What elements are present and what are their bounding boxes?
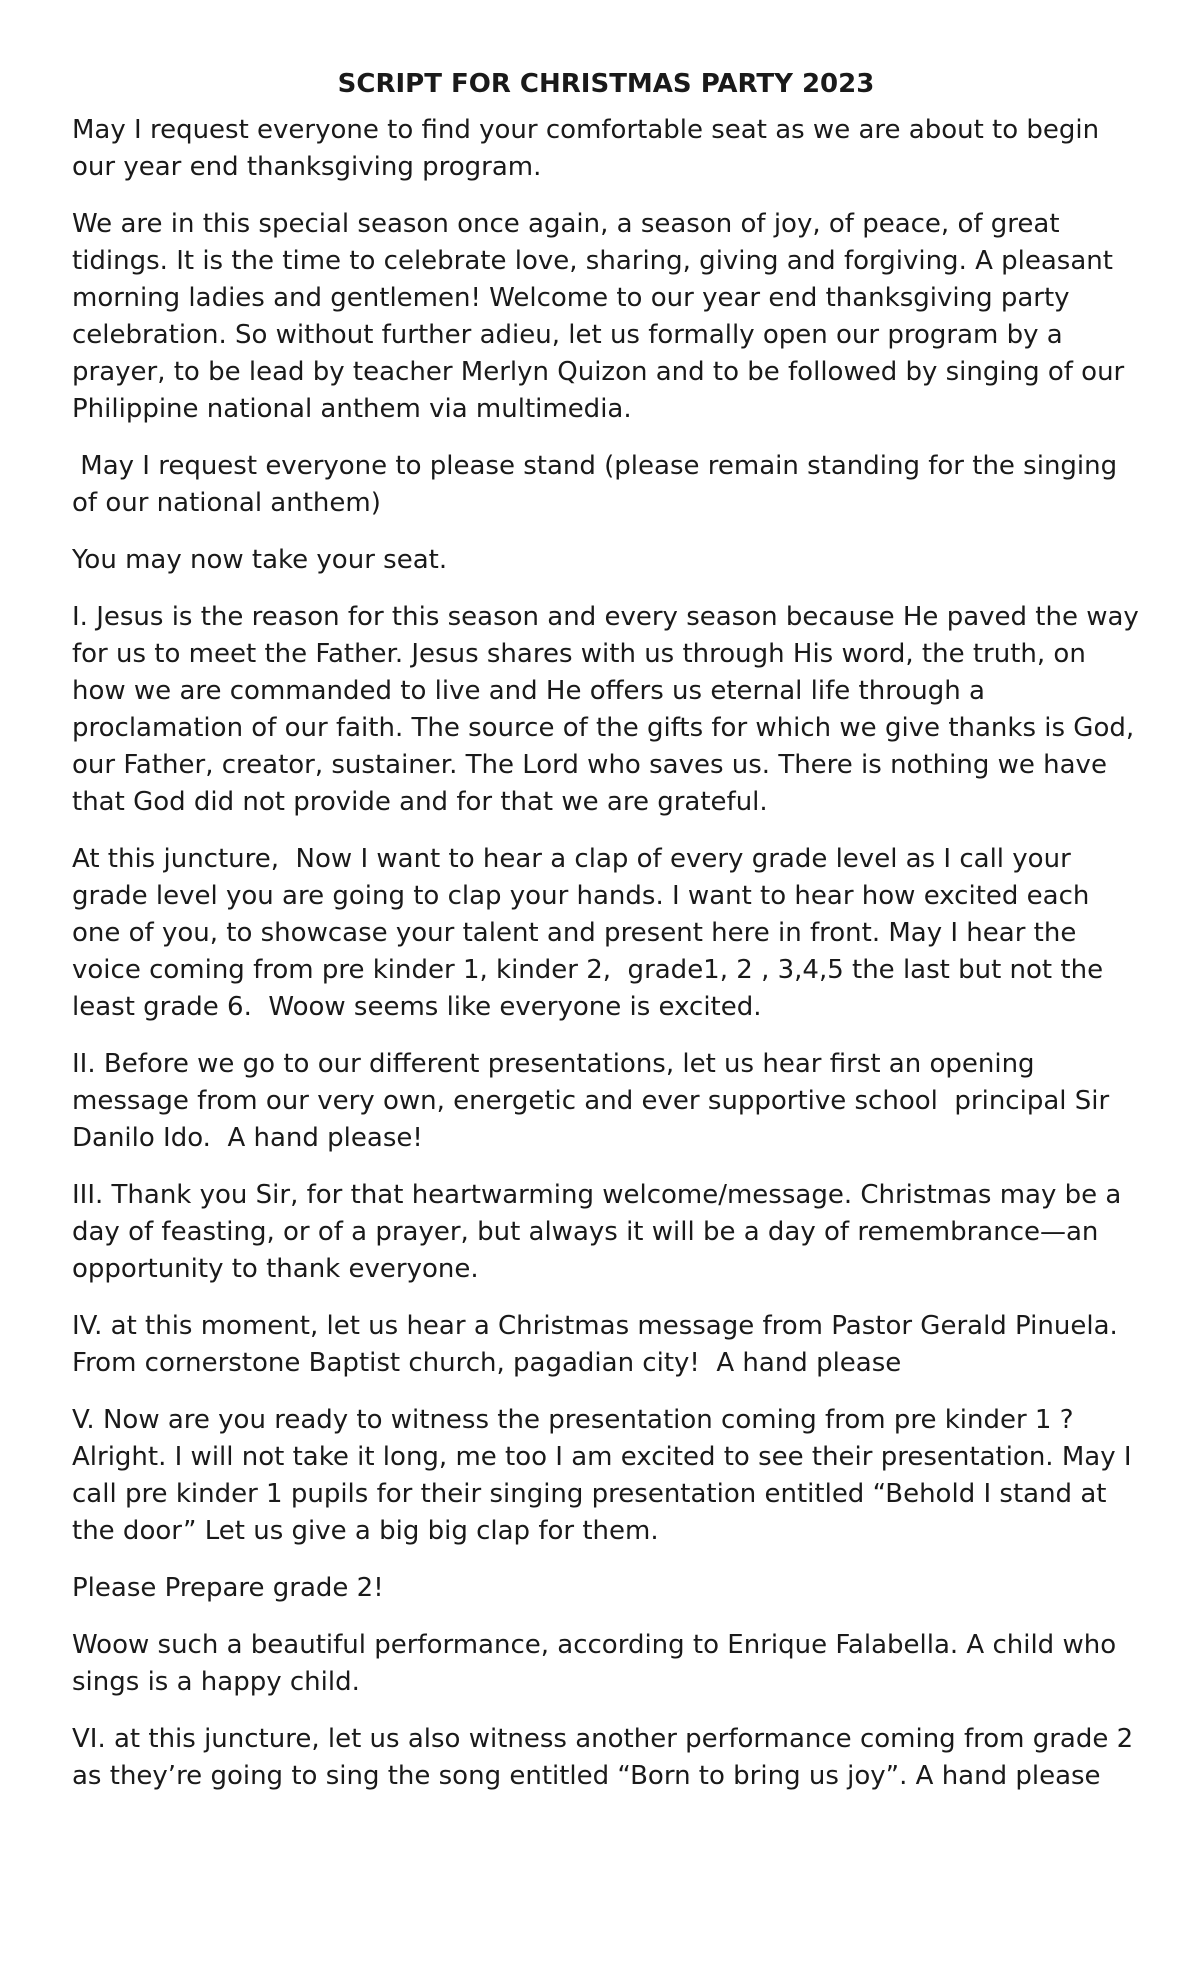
document-page (72, 64, 1148, 1815)
paragraph-section-4: IV. at this moment, let us hear a Christmas message from Pastor Gerald Pinuela. From cornerstone Baptist church, pagadian city! A hand please (72, 1311, 1127, 1378)
paragraph-section-5: V. Now are you ready to witness the presentation coming from pre kinder 1 ? Alright. I will not take it long, me too I am excited to see their presentation. May I call pre kinder 1 pupils for their singing presentation entitled “Behold I stand at the door” Let us give a big big clap for them. (72, 1405, 1140, 1546)
paragraph-prepare-grade-2: Please Prepare grade 2! (72, 1573, 384, 1603)
paragraph-stand-request: May I request everyone to please stand (please remain standing for the singing of our national anthem) (72, 451, 1126, 518)
paragraph-intro-request: May I request everyone to find your comfortable seat as we are about to begin our year end thanksgiving program. (72, 115, 1108, 182)
paragraph-section-1: I. Jesus is the reason for this season and every season because He paved the way for us to meet the Father. Jesus shares with us through His word, the truth, on how we are commanded to live and He offers us eternal life through a proclamation of our faith. The source of the gifts for which we give thanks is God, our Father, creator, sustainer. The Lord who saves us. There is nothing we have that God did not provide and for that we are grateful. (72, 602, 1148, 817)
paragraph-welcome: We are in this special season once again, a season of joy, of peace, of great tidings. It is the time to celebrate love, sharing, giving and forgiving. A pleasant morning ladies and gentlemen! Welcome to our year end thanksgiving party celebration. So without further adieu, let us formally open our program by a prayer, to be lead by teacher Merlyn Quizon and to be followed by singing of our Philippine national anthem via multimedia. (72, 209, 1133, 424)
paragraph-section-3: III. Thank you Sir, for that heartwarming welcome/message. Christmas may be a day of feasting, or of a prayer, but always it will be a day of remembrance—an opportunity to thank everyone. (72, 1180, 1130, 1284)
paragraph-clap-grade-levels: At this juncture, Now I want to hear a clap of every grade level as I call your grade level you are going to clap your hands. I want to hear how excited each one of you, to showcase your talent and present here in front. May I hear the voice coming from pre kinder 1, kinder 2, grade1, 2 , 3,4,5 the last but not the least grade 6. Woow seems like everyone is excited. (72, 844, 1112, 1022)
paragraph-section-2: II. Before we go to our different presentations, let us hear first an opening message from our very own, energetic and ever supportive school principal Sir Danilo Ido. A hand please! (72, 1049, 1118, 1153)
paragraph-section-6: VI. at this juncture, let us also witness another performance coming from grade 2 as they’re going to sing the song entitled “Born to bring us joy”. A hand please (72, 1724, 1142, 1791)
document-title: SCRIPT FOR CHRISTMAS PARTY 2023 (337, 69, 875, 99)
paragraph-performance-remark: Woow such a beautiful performance, according to Enrique Falabella. A child who sings is a happy child. (72, 1630, 1125, 1697)
paragraph-take-seat: You may now take your seat. (72, 545, 448, 575)
